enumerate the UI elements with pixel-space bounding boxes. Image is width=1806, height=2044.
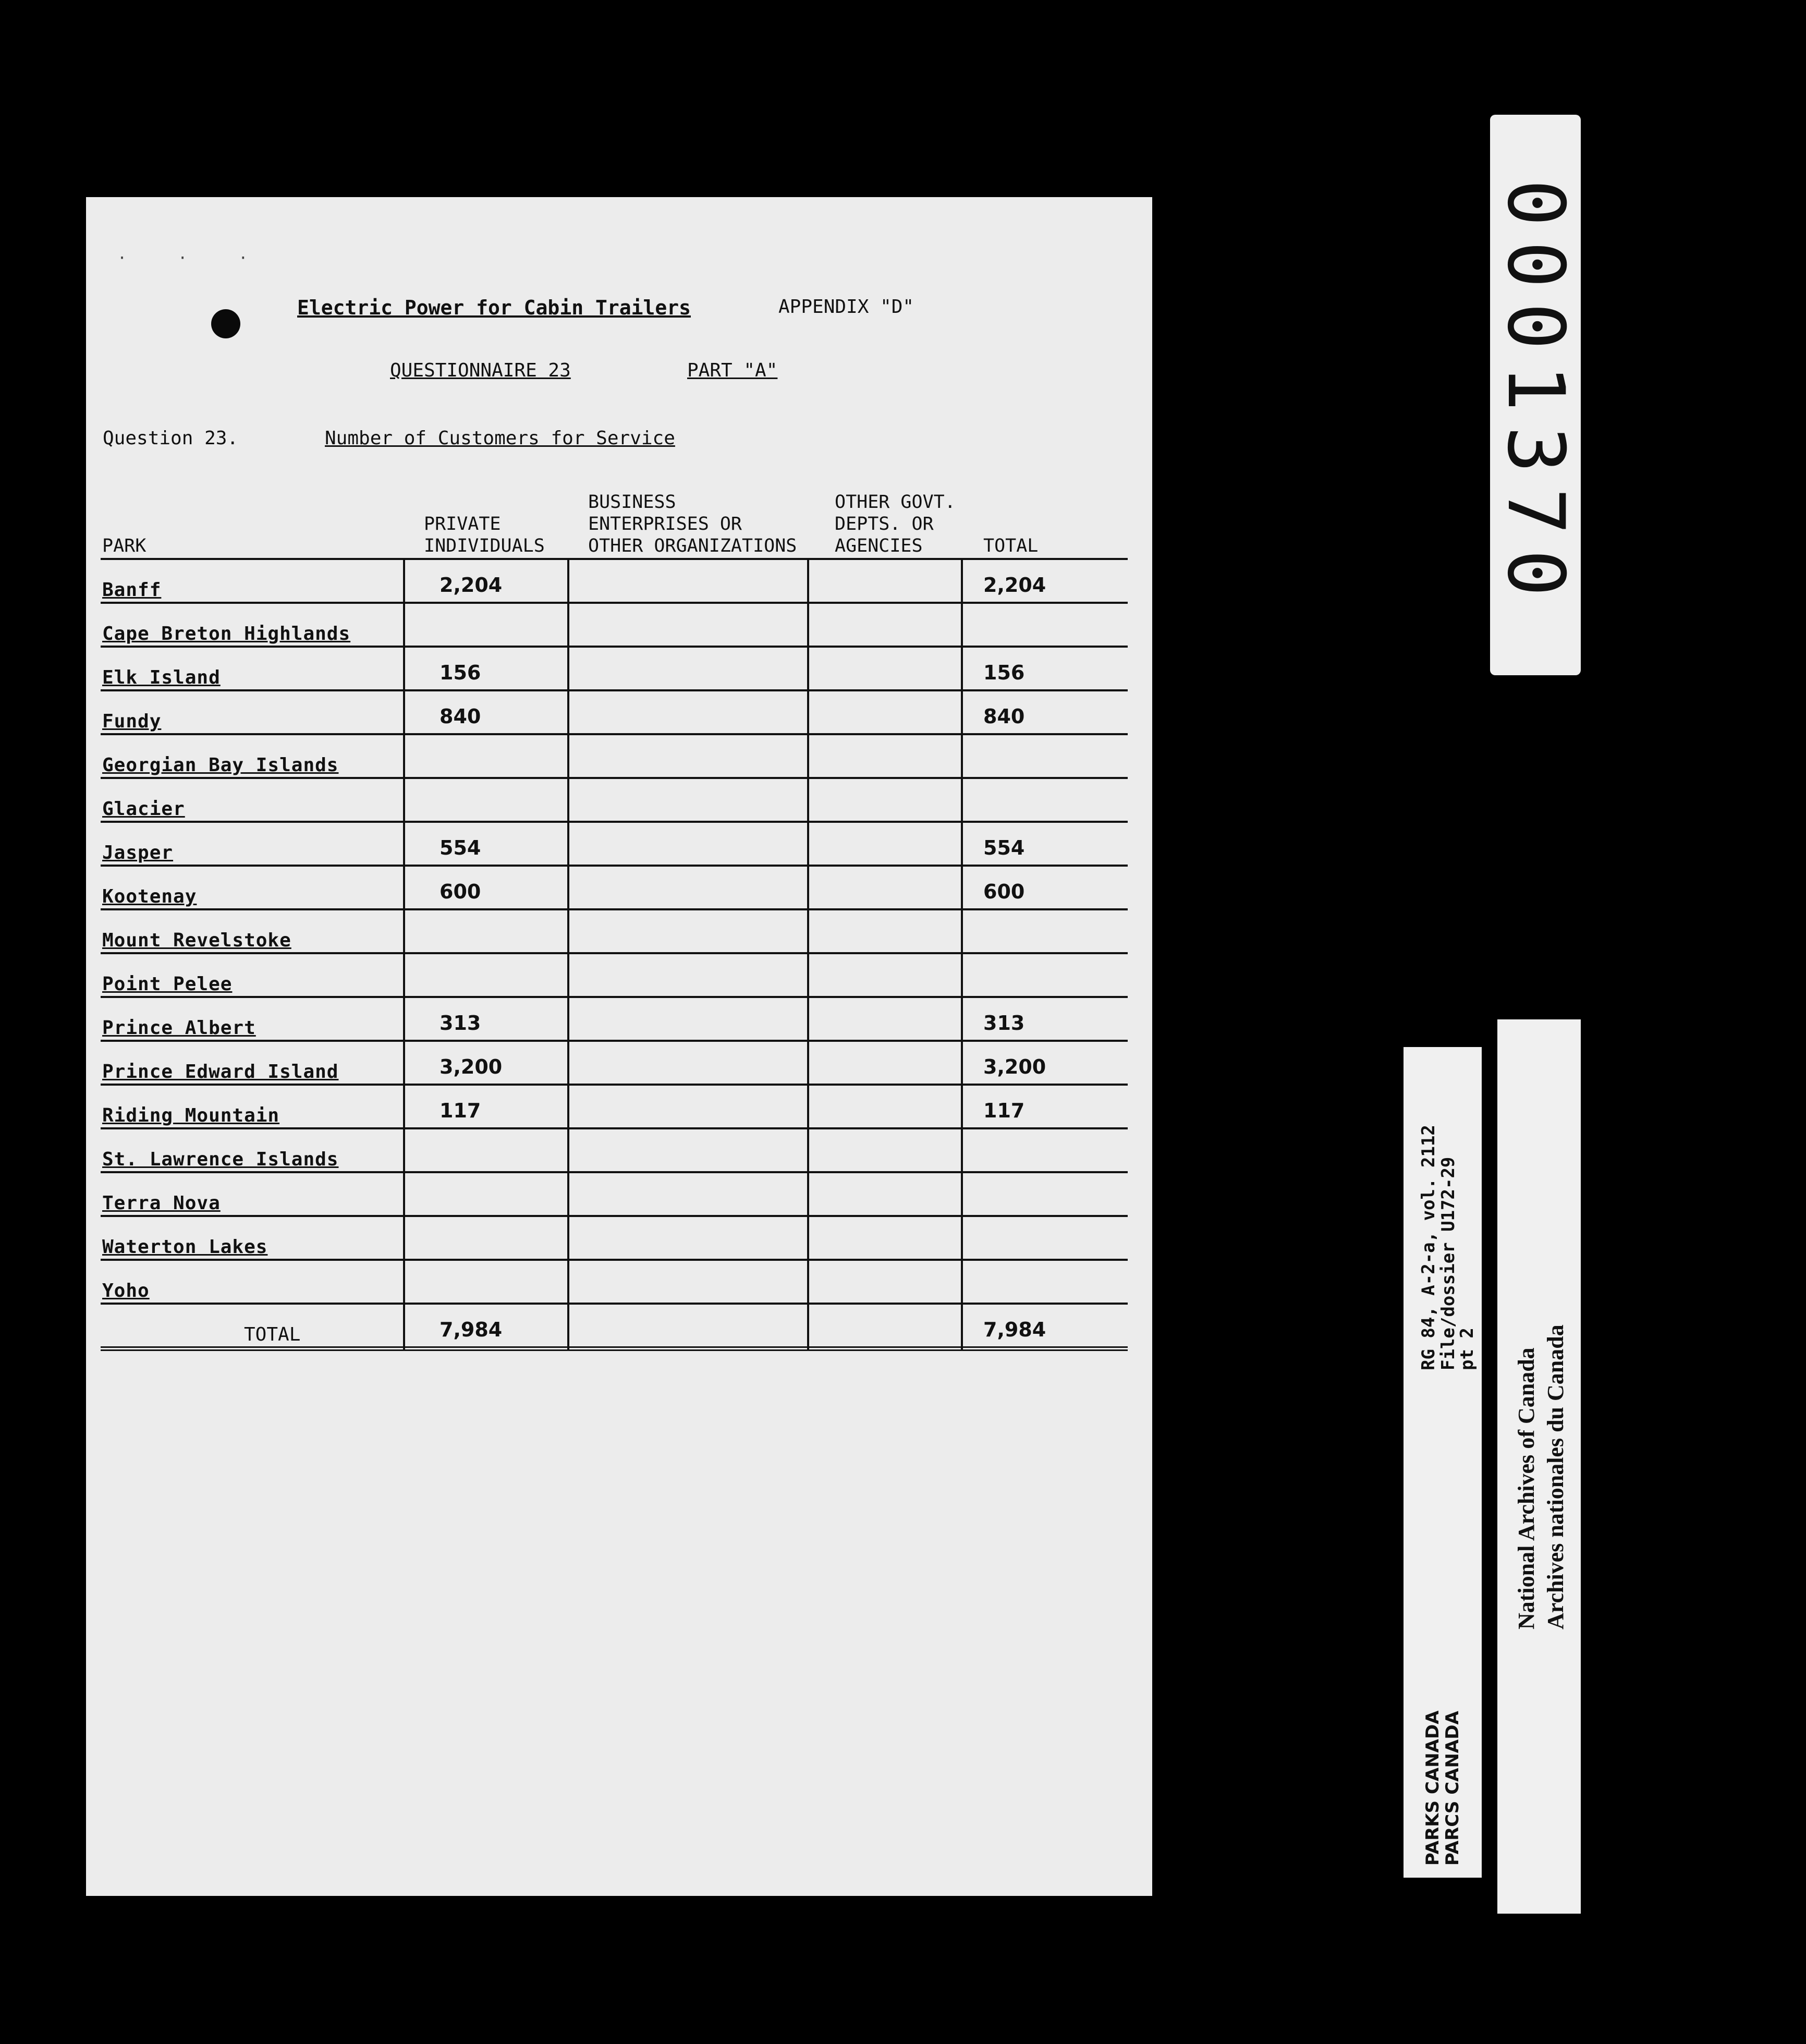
appendix-label: APPENDIX "D" [778,296,914,318]
table-row [101,1217,1128,1261]
punch-hole [211,309,240,338]
question-number: Question 23. [103,428,239,449]
park-name: Riding Mountain [102,1105,280,1126]
reference-line-3: pt 2 [1457,1328,1478,1370]
frame-number-stamp [1490,115,1581,675]
total-row [101,1305,1128,1351]
document-title: Electric Power for Cabin Trailers [297,296,691,319]
park-name: Point Pelee [102,974,233,995]
private-count: 600 [440,880,481,903]
park-name: Elk Island [102,667,221,688]
total-count: 554 [983,836,1025,859]
park-name: Fundy [102,711,162,732]
park-name: Yoho [102,1280,150,1301]
table-row [101,1129,1128,1173]
column-divider [807,558,809,1351]
total-count: 117 [983,1099,1025,1122]
grand-total: 7,984 [983,1318,1046,1341]
park-name: Prince Albert [102,1017,256,1039]
table-row [101,1086,1128,1129]
header-park: PARK [102,536,147,556]
table-header [101,492,1128,560]
table-row [101,998,1128,1042]
header-business: BUSINESS ENTERPRISES OR OTHER ORGANIZATIONS [588,492,797,556]
park-name: Mount Revelstoke [102,930,291,951]
park-name: Kootenay [102,886,197,907]
document-page [86,197,1152,1896]
park-name: Glacier [102,798,185,820]
question-title: Number of Customers for Service [325,428,675,449]
agency-english: PARKS CANADA [1422,1710,1443,1866]
private-count: 156 [440,661,481,684]
table-row [101,910,1128,954]
column-divider [961,558,963,1351]
total-count: 313 [983,1012,1025,1035]
table-row [101,1261,1128,1305]
reference-line-1: RG 84, A-2-a, vol. 2112 [1418,1125,1439,1370]
private-count: 117 [440,1099,481,1122]
park-name: Waterton Lakes [102,1236,268,1258]
archives-label [1497,1019,1581,1914]
table-row [101,1042,1128,1086]
paper-marks: · · · [117,249,269,267]
total-count: 2,204 [983,574,1046,597]
total-count: 156 [983,661,1025,684]
questionnaire-label: QUESTIONNAIRE 23 [390,360,571,381]
reference-label [1404,1047,1482,1878]
table-row [101,779,1128,823]
table-body [101,560,1128,1351]
column-divider [567,558,569,1351]
table-row [101,691,1128,735]
total-count: 3,200 [983,1055,1046,1078]
total-label: TOTAL [244,1324,301,1345]
part-label: PART "A" [687,360,778,381]
table-row [101,604,1128,648]
private-count: 840 [440,705,481,728]
park-name: Terra Nova [102,1193,221,1214]
header-govt: OTHER GOVT. DEPTS. OR AGENCIES [835,492,956,556]
park-name: Georgian Bay Islands [102,755,339,776]
header-private: PRIVATE INDIVIDUALS [424,514,545,556]
total-count: 840 [983,705,1025,728]
private-count: 313 [440,1012,481,1035]
customers-table [101,492,1128,1351]
park-name: St. Lawrence Islands [102,1149,339,1170]
park-name: Banff [102,579,162,601]
park-name: Prince Edward Island [102,1061,339,1082]
column-divider [403,558,405,1351]
table-row [101,954,1128,998]
table-row [101,1173,1128,1217]
frame-number: 0001370 [1490,179,1581,611]
table-row [101,867,1128,910]
archives-english: National Archives of Canada [1514,1347,1539,1629]
private-count: 3,200 [440,1055,503,1078]
private-count: 554 [440,836,481,859]
park-name: Jasper [102,842,174,863]
table-row [101,823,1128,867]
table-row [101,648,1128,691]
private-count: 2,204 [440,574,503,597]
table-row [101,560,1128,604]
reference-line-2: File/dossier U172-29 [1438,1157,1459,1370]
park-name: Cape Breton Highlands [102,623,351,644]
total-private: 7,984 [440,1318,503,1341]
archives-french: Archives nationales du Canada [1543,1324,1568,1629]
header-total: TOTAL [983,536,1039,556]
table-row [101,735,1128,779]
agency-french: PARCS CANADA [1442,1711,1463,1866]
total-count: 600 [983,880,1025,903]
